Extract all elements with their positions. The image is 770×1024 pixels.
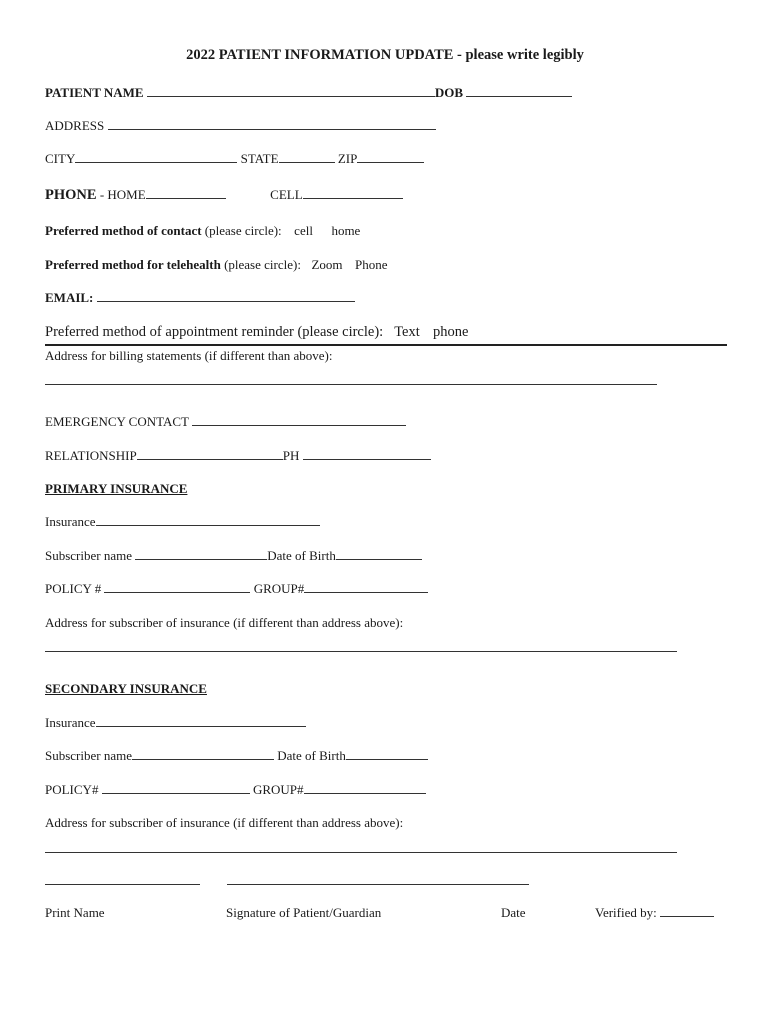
address-field[interactable]	[108, 118, 436, 130]
reminder-option-text[interactable]: Text	[394, 324, 420, 340]
phone-label: PHONE	[45, 187, 97, 203]
emergency-phone-field[interactable]	[303, 448, 431, 460]
reminder-label: Preferred method of appointment reminder (please circle):	[45, 324, 384, 340]
address-label: ADDRESS	[45, 118, 105, 133]
primary-subscriber-field[interactable]	[135, 548, 267, 560]
secondary-subscriber-label: Subscriber name	[45, 748, 133, 763]
secondary-insurance-heading: SECONDARY INSURANCE	[45, 681, 207, 696]
state-label: STATE	[240, 151, 279, 166]
telehealth-option-zoom[interactable]: Zoom	[311, 257, 343, 272]
patient-name-field[interactable]	[147, 85, 435, 97]
telehealth-pref-row	[45, 257, 388, 273]
primary-policy-row	[45, 581, 428, 597]
secondary-insurance-field[interactable]	[96, 715, 306, 727]
email-field[interactable]	[97, 290, 355, 302]
emergency-contact-label: EMERGENCY CONTACT	[45, 414, 189, 429]
contact-option-home[interactable]: home	[331, 223, 361, 238]
primary-insurance-label: Insurance	[45, 514, 96, 529]
zip-label: ZIP	[337, 151, 358, 166]
reminder-option-phone[interactable]: phone	[433, 324, 469, 340]
secondary-subscriber-row	[45, 748, 428, 764]
home-label: - HOME	[99, 187, 146, 202]
contact-option-cell[interactable]: cell	[294, 223, 313, 238]
secondary-policy-field[interactable]	[102, 782, 250, 794]
secondary-subscriber-address-label: Address for subscriber of insurance (if different than address above):	[45, 815, 404, 830]
phone-row	[45, 187, 403, 203]
dob-label: DOB	[434, 85, 464, 100]
signature-field[interactable]	[227, 884, 529, 885]
dob-field[interactable]	[466, 85, 572, 97]
primary-dob-field[interactable]	[336, 548, 422, 560]
section-divider	[45, 344, 727, 346]
secondary-group-label: GROUP#	[252, 782, 304, 797]
primary-group-label: GROUP#	[253, 581, 305, 596]
primary-subscriber-label: Subscriber name	[45, 548, 133, 563]
secondary-subscriber-field[interactable]	[132, 748, 274, 760]
relationship-row	[45, 448, 431, 464]
primary-insurance-heading: PRIMARY INSURANCE	[45, 481, 188, 496]
secondary-insurance-row	[45, 715, 306, 731]
billing-address-field[interactable]	[45, 384, 657, 385]
primary-dob-label: Date of Birth	[267, 548, 336, 563]
secondary-dob-field[interactable]	[346, 748, 428, 760]
telehealth-hint: (please circle):	[224, 257, 301, 272]
city-label: CITY	[45, 151, 76, 166]
city-state-zip-row	[45, 151, 424, 167]
contact-pref-label: Preferred method of contact	[45, 223, 202, 238]
emergency-contact-row	[45, 414, 406, 430]
signature-label: Signature of Patient/Guardian	[226, 905, 382, 920]
secondary-group-field[interactable]	[304, 782, 426, 794]
relationship-field[interactable]	[137, 448, 283, 460]
reminder-pref-row	[45, 324, 468, 340]
print-name-field[interactable]	[45, 884, 200, 885]
primary-subscriber-address-field[interactable]	[45, 651, 677, 652]
verified-by-row	[595, 905, 714, 921]
form-title: 2022 PATIENT INFORMATION UPDATE - please write legibly	[186, 47, 584, 63]
date-label: Date	[501, 905, 526, 920]
billing-address-label: Address for billing statements (if different than above):	[45, 348, 333, 363]
primary-subscriber-row	[45, 548, 422, 564]
patient-name-row	[45, 85, 572, 101]
primary-subscriber-address-label: Address for subscriber of insurance (if different than address above):	[45, 615, 404, 630]
contact-pref-hint: (please circle):	[204, 223, 282, 238]
secondary-insurance-label: Insurance	[45, 715, 96, 730]
address-row	[45, 118, 436, 134]
primary-insurance-field[interactable]	[96, 514, 320, 526]
secondary-policy-row	[45, 782, 426, 798]
verified-by-label: Verified by:	[595, 905, 657, 920]
secondary-policy-label: POLICY#	[45, 782, 99, 797]
emergency-contact-field[interactable]	[192, 414, 406, 426]
telehealth-label: Preferred method for telehealth	[45, 257, 221, 272]
print-name-label: Print Name	[45, 905, 105, 920]
state-field[interactable]	[279, 151, 335, 163]
primary-policy-field[interactable]	[104, 581, 250, 593]
secondary-dob-label: Date of Birth	[277, 748, 346, 763]
email-row	[45, 290, 355, 306]
telehealth-option-phone[interactable]: Phone	[355, 257, 388, 272]
primary-group-field[interactable]	[304, 581, 428, 593]
email-label: EMAIL:	[45, 290, 94, 305]
home-phone-field[interactable]	[146, 187, 226, 199]
secondary-subscriber-address-field[interactable]	[45, 852, 677, 853]
city-field[interactable]	[75, 151, 237, 163]
patient-name-label: PATIENT NAME	[45, 85, 144, 100]
cell-label: CELL	[270, 187, 303, 202]
ph-label: PH	[282, 448, 300, 463]
primary-policy-label: POLICY #	[45, 581, 102, 596]
contact-pref-row	[45, 223, 360, 239]
zip-field[interactable]	[357, 151, 424, 163]
cell-phone-field[interactable]	[303, 187, 403, 199]
primary-insurance-row	[45, 514, 320, 530]
verified-by-field[interactable]	[660, 905, 714, 917]
relationship-label: RELATIONSHIP	[45, 448, 137, 463]
